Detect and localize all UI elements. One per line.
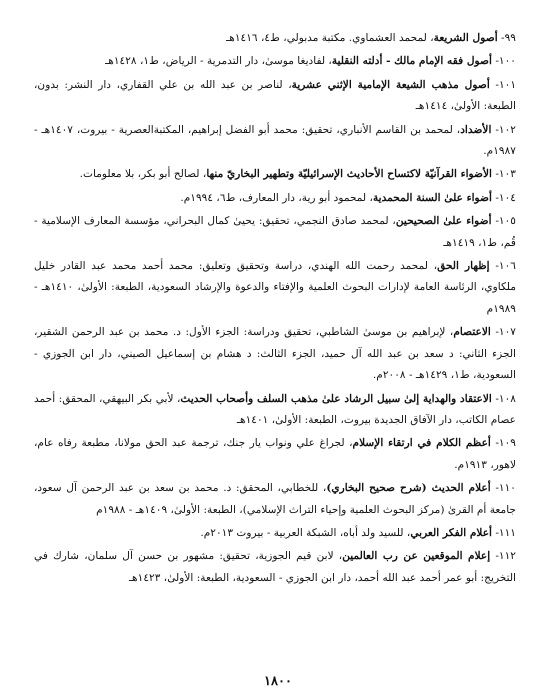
entry-details: ، لأبي بكر البيهقي، المحقق: أحمد عصام الكاتب، دار الآفاق الجديدة بيروت، الطبعة: الأولىٰ، ١٤٠١هـ [34, 392, 516, 426]
entry-number: ١٠٩- [490, 437, 516, 450]
entry-number: ١٠٠- [491, 55, 516, 68]
page-number: ١٨٠٠ [264, 674, 292, 689]
bibliography-entry [34, 322, 516, 386]
entry-number: ١٠٦- [489, 260, 516, 273]
entry-details: ، لصالح أبو بكر، بلا معلومات. [79, 168, 207, 181]
entry-details: ، لناصر بن عبد الله بن علي القفاري، دار النشر: بدون، الطبعة: الأولىٰ، ١٤١٤هـ [34, 78, 516, 113]
bibliography-entry [34, 523, 516, 544]
entry-title: الاعتقاد والهداية إلىٰ سبيل الرشاد علىٰ مذهب السلف وأصحاب الحديث [180, 392, 492, 405]
entry-details: ، لإبراهيم بن موسىٰ الشاطبي، تحقيق ودراسة: الجزء الأول: د. محمد بن عبد الرحمن الشقير، الجزء الثاني: د سعد بن عبد الله آل حميد، الجزء الثالث: د هشام بن إسماعيل الصيني، دار ابن الجوزي - السعودية، ط١، ١٤٢٩هـ - ٢٠٠٨م. [34, 326, 516, 382]
entry-title: إعلام الموقعين عن رب العالمين [342, 550, 491, 563]
entry-number: ١٠٣- [491, 168, 516, 181]
entry-number: ١٠٢- [491, 123, 516, 136]
entry-title: أصول الشريعة [433, 32, 498, 44]
bibliography-entry [34, 120, 516, 163]
bibliography-entry [34, 51, 516, 72]
entry-title: أعلام الحديث (شرح صحيح البخاري) [326, 482, 491, 495]
entry-number: ١٠٨- [491, 392, 516, 405]
entry-number: ١١٢- [490, 550, 516, 563]
entry-number: ١٠٧- [490, 326, 516, 339]
entry-title: أعظم الكلام في ارتقاء الإسلام [352, 437, 491, 450]
entry-title: أضواء علىٰ الصحيحين [395, 215, 492, 228]
bibliography-entry [34, 546, 516, 589]
bibliography-entry [34, 188, 516, 209]
bibliography-entry [34, 75, 516, 118]
entry-details: ، لمحمد بن القاسم الأنباري، تحقيق: محمد أبو الفضل إبراهيم، المكتبةالعصرية - بيروت، ١٤٠٧هـ - ١٩٨٧م. [34, 123, 516, 158]
entry-title: الأضداد [460, 123, 492, 136]
bibliography-entry [34, 164, 516, 185]
entry-details: ، لابن قيم الجوزية، تحقيق: مشهور بن حسن آل سلمان، شارك في التخريج: أبو عمر أحمد عبد الله أحمد، دار ابن الجوزي - السعودية، الطبعة: الأولىٰ، ١٤٢٣هـ [34, 550, 516, 584]
entry-number: ١١١- [491, 526, 516, 539]
entry-title: أصول مذهب الشيعة الإمامية الإثني عشرية [291, 78, 490, 91]
entry-number: ١١٠- [490, 482, 516, 495]
bibliography-entry [34, 211, 516, 254]
entry-details: ، لجراغ علي ونواب يار جنك، ترجمة عبد الحق مولانا، مطبعة رفاه عام، لاهور، ١٩١٣م. [34, 437, 516, 471]
entry-number: ١٠٤- [491, 191, 516, 204]
entry-title: أضواء علىٰ السنة المحمدية [372, 191, 492, 204]
entry-details: ، للسيد ولد أباه، الشبكة العربية - بيروت ٢٠١٣م. [200, 526, 411, 539]
entry-number: ٩٩- [497, 32, 516, 44]
bibliography-entry [34, 478, 516, 521]
entry-details: ، لمحمد صادق النجمي، تحقيق: يحيىٰ كمال البحراني، مؤسسة المعارف الإسلامية - قُم، ط١، ١٤١٩هـ [34, 215, 516, 249]
entry-title: الاعتصام [453, 326, 491, 339]
entry-details: ، لفاديغا موسىٰ، دار التدمرية - الرياض، ط١، ١٤٢٨هـ [105, 55, 332, 68]
entry-title: أصول فقه الإمام مالك - أدلته النقلية [331, 55, 492, 68]
bibliography-entry [34, 28, 516, 49]
bibliography-list [34, 28, 516, 591]
entry-number: ١٠١- [489, 78, 517, 91]
bibliography-entry [34, 256, 516, 320]
bibliography-entry [34, 389, 516, 432]
entry-details: ، لمحمود أبو رية، دار المعارف، ط٦، ١٩٩٤م. [180, 191, 373, 204]
entry-details: ، للخطابي، المحقق: د. محمد بن سعد بن عبد الرحمن آل سعود، جامعة أم القرىٰ (مركز البحوث العلمية وإحياء التراث الإسلامي)، الطبعة: الأولىٰ، ١٤٠٩هـ - ١٩٨٨م [34, 482, 516, 516]
entry-title: الأضواء القرآنيّة لاكتساح الأحاديث الإسرائيليّة وتطهير البخاريّ منها [206, 168, 492, 181]
entry-number: ١٠٥- [491, 215, 516, 228]
entry-details: ، لمحمد العشماوي. مكتبة مدبولي، ط٤، ١٤١٦هـ [226, 32, 434, 44]
entry-details: ، لمحمد رحمت الله الهندي، دراسة وتحقيق وتعليق: محمد أحمد محمد عبد القادر خليل ملكاوي، الرئاسة العامة لإدارات البحوث العلمية والإفتاء والدعوة والإرشاد السعودية، الطبعة: الأولىٰ، ١٤١٠هـ - ١٩٨٩م [34, 260, 516, 315]
bibliography-entry [34, 433, 516, 476]
entry-title: أعلام الفكر العربي [410, 526, 492, 539]
entry-title: إظهار الحق [437, 260, 490, 273]
